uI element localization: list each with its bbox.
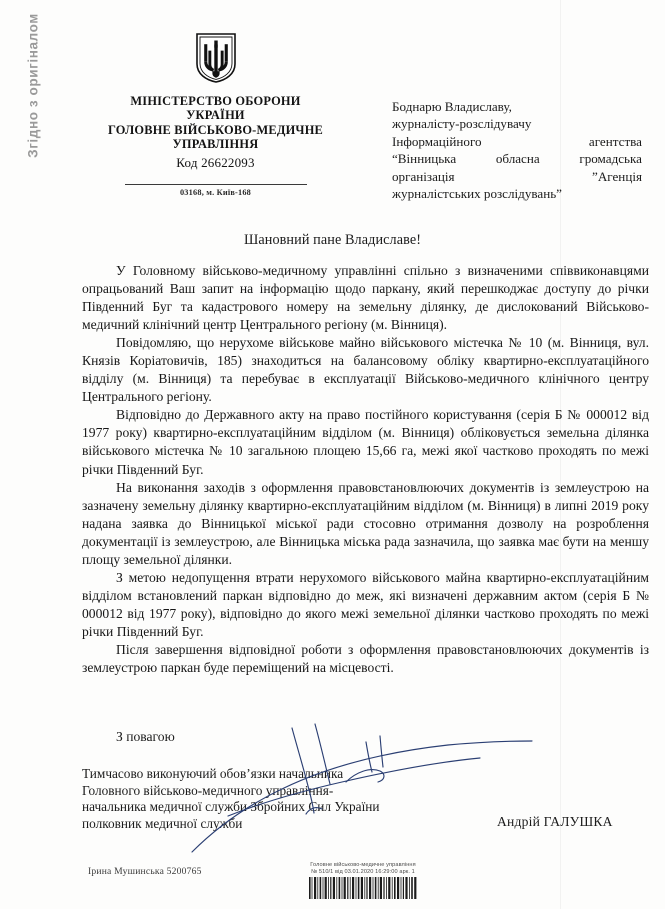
- certification-stamp: Згідно з оригіналом: [25, 13, 41, 158]
- addressee-line-5: організація ”Агенція: [392, 168, 642, 184]
- signer-title-line-4: полковник медичної служби: [82, 815, 243, 831]
- addressee-line-3: Інформаційного агентства: [392, 133, 642, 149]
- ministry-line-1: МІНІСТЕРСТВО ОБОРОНИ: [130, 94, 301, 108]
- salutation: Шановний пане Владиславе!: [243, 232, 422, 248]
- ministry-line-2: УКРАЇНИ: [186, 108, 245, 123]
- addressee-line-1: Боднарю Владиславу,: [392, 99, 512, 114]
- signer-title-block: [82, 766, 462, 832]
- body-paragraph: Повідомляю, що нерухоме військове майно військового містечка № 10 (м. Вінниця, вул. Князів Коріатовичів, 185) знаходиться на балансовому обліку квартирно-експлуатаційного відділу (м. Вінниця) та перебуває в експлуатації Військово-медичного клінічного центру Центрального регіону.: [82, 335, 649, 405]
- addressee-line-2: журналісту-розслідувачу: [392, 116, 532, 132]
- addressee-line-4: “Вінницька обласна громадська: [392, 151, 642, 167]
- letter-body: [82, 262, 649, 677]
- ministry-line-4: УПРАВЛІННЯ: [172, 137, 259, 152]
- registration-line-1: Головне військово-медичне управління: [310, 862, 416, 868]
- letterhead-divider: [125, 184, 307, 185]
- body-paragraph: На виконання заходів з оформлення правовстановлюючих документів із землеустрою на зазначену земельну ділянку квартирно-експлуатаційним відділом (м. Вінниця) в липні 2019 року надана заявка до Вінницької міської ради стосовно отримання дозволу на розроблення документації із землеустрою, але Вінницька міська рада зазначила, що заявка має бути на меншу площу земельної ділянки.: [82, 479, 649, 567]
- signer-title-line-2: Головного військово-медичного управління-: [82, 782, 334, 798]
- registration-line-2: № 510/1 від 03.01.2020 16:29:00 арк. 1: [311, 869, 415, 875]
- body-paragraph: У Головному військово-медичному управлінні спільно з визначеними співвиконавцями опрацьований Ваш запит на інформацію щодо паркану, який перешкоджає доступу до річки Південний Буг та кадастрового номеру на земельну ділянку, де дислокований Військово-медичний клінічний центр Центрального регіону (м. Вінниця).: [82, 263, 649, 333]
- addressee-line-6: журналістських розслідувань”: [392, 186, 562, 202]
- addressee-block: [392, 98, 642, 202]
- regards-line: З повагою: [116, 729, 175, 744]
- barcode-icon: [309, 877, 417, 899]
- ukraine-trident-emblem-icon: [195, 32, 237, 84]
- body-paragraph: Після завершення відповідної роботи з оформлення правовстановлюючих документів із землеустрою паркан буде переміщений на місцевості.: [82, 641, 649, 676]
- executor-name: Ірина Мушинська 5200765: [88, 866, 202, 877]
- body-paragraph: З метою недопущення втрати нерухомого військового майна квартирно-експлуатаційним відділом встановлений паркан відповідно до меж, які визначені державним актом (серія Б № 000012 від 1977 року), відповідно до якого межі земельної ділянки частково проходять по межі річки Південний Буг.: [82, 569, 649, 639]
- ministry-line-3: ГОЛОВНЕ ВІЙСЬКОВО-МЕДИЧНЕ: [107, 122, 324, 137]
- registration-stamp: [283, 862, 443, 904]
- signer-title-line-1: Тимчасово виконуючий обов’язки начальника: [82, 766, 344, 781]
- letterhead-address: 03168, м. Київ-168: [179, 187, 252, 197]
- signer-name: Андрій ГАЛУШКА: [497, 814, 613, 829]
- signer-title-line-3: начальника медичної служби Збройних Сил України: [82, 799, 380, 815]
- letterhead: [78, 32, 353, 197]
- body-paragraph: Відповідно до Державного акту на право постійного користування (серія Б № 000012 від 1977 року) квартирно-експлуатаційним відділом (м. Вінниця) обліковується земельна ділянка військового містечка № 10 загальною площею 15,66 га, межі якої частково проходять по межі річки Південний Буг.: [82, 407, 649, 477]
- organization-code: Код 26622093: [176, 154, 255, 170]
